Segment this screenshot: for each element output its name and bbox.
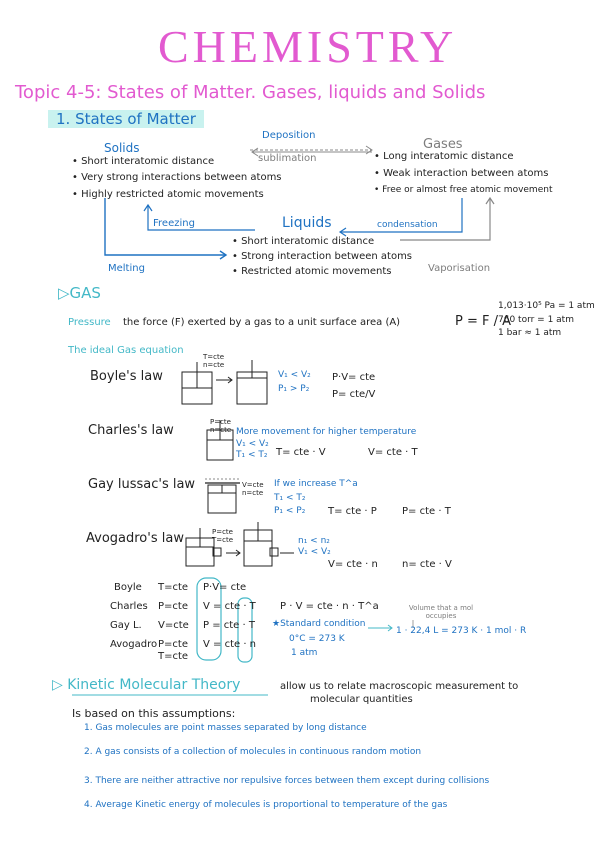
liquids-item-3: • Restricted atomic movements xyxy=(232,266,392,277)
section-heading-label: 1. States of Matter xyxy=(48,110,204,128)
charles-conditions: P=cte n=cte xyxy=(210,418,232,434)
gay-lussac-note-3: P₁ < P₂ xyxy=(274,506,306,516)
charles-formula-2: V= cte · T xyxy=(368,447,418,458)
mol-volume-equation: 1 · 22,4 L = 273 K · 1 mol · R xyxy=(396,626,527,636)
kinetic-description-line-2: molecular quantities xyxy=(310,694,413,705)
pressure-unit-1: 1,013·10⁵ Pa = 1 atm xyxy=(498,301,595,311)
liquids-item-3-text: Restricted atomic movements xyxy=(241,266,392,277)
page-subtitle: Topic 4-5: States of Matter. Gases, liquids and Solids xyxy=(15,82,486,103)
vaporisation-label: Vaporisation xyxy=(428,263,491,274)
charles-note-1: More movement for higher temperature xyxy=(236,427,417,437)
summary-row-2-eq: V = cte · T xyxy=(203,601,256,612)
liquids-item-1-text: Short interatomic distance xyxy=(241,236,375,247)
section-heading-states xyxy=(48,110,204,128)
summary-row-1-law: Boyle xyxy=(114,582,142,593)
ideal-gas-heading: The ideal Gas equation xyxy=(68,345,184,356)
avogadro-conditions: P=cte T=cte xyxy=(212,528,234,544)
triangle-icon: ▷ xyxy=(58,284,70,302)
charles-note-2: V₁ < V₂ xyxy=(236,439,269,449)
gay-lussac-note-2: T₁ < T₂ xyxy=(274,493,306,503)
summary-row-4-law: Avogadro xyxy=(110,639,158,650)
pressure-definition: the force (F) exerted by a gas to a unit surface area (A) xyxy=(123,317,401,328)
boyle-note-2: P₁ > P₂ xyxy=(278,384,310,394)
gases-title: Gases xyxy=(423,137,463,152)
charles-formula-1: T= cte · V xyxy=(276,447,326,458)
kinetic-assumption-2: 2. A gas consists of a collection of molecules in continuous random motion xyxy=(84,747,422,757)
liquids-item-1: • Short interatomic distance xyxy=(232,236,375,247)
gas-heading xyxy=(58,284,101,302)
gay-lussac-formula-2: P= cte · T xyxy=(402,506,451,517)
freezing-label: Freezing xyxy=(153,218,195,229)
summary-row-4-cond: P=cte T=cte xyxy=(158,639,189,662)
kinetic-assumptions-intro: Is based on this assumptions: xyxy=(72,707,236,720)
boyle-note-1: V₁ < V₂ xyxy=(278,370,311,380)
condensation-label: condensation xyxy=(377,220,438,230)
avogadro-law-title: Avogadro's law xyxy=(86,531,184,546)
charles-note-3: T₁ < T₂ xyxy=(236,450,268,460)
gay-lussac-conditions: V=cte n=cte xyxy=(242,481,264,497)
liquids-title: Liquids xyxy=(282,215,332,231)
liquids-item-2: • Strong interaction between atoms xyxy=(232,251,413,262)
summary-row-3-eq: P = cte · T xyxy=(203,620,255,631)
sublimation-label: sublimation xyxy=(258,153,317,164)
solids-item-1: • Short interatomic distance xyxy=(72,156,215,167)
gases-item-1-text: Long interatomic distance xyxy=(383,151,514,162)
mol-volume-note: Volume that a mol occupies xyxy=(408,604,474,620)
avogadro-formula-1: V= cte · n xyxy=(328,559,378,570)
gay-lussac-formula-1: T= cte · P xyxy=(328,506,377,517)
solids-item-3: • Highly restricted atomic movements xyxy=(72,189,264,200)
boyle-law-title: Boyle's law xyxy=(90,369,163,384)
standard-condition-pressure: 1 atm xyxy=(291,648,318,658)
kinetic-heading-text: Kinetic Molecular Theory xyxy=(67,677,241,693)
melting-label: Melting xyxy=(108,263,145,274)
solids-item-2: • Very strong interactions between atoms xyxy=(72,172,282,183)
gases-item-2-text: Weak interaction between atoms xyxy=(383,168,549,179)
solids-title: Solids xyxy=(104,141,140,155)
gay-lussac-law-title: Gay lussac's law xyxy=(88,477,196,492)
triangle-icon: ▷ xyxy=(52,677,63,693)
kinetic-assumption-4: 4. Average Kinetic energy of molecules is proportional to temperature of the gas xyxy=(84,800,448,810)
boyle-formula-1: P·V= cte xyxy=(332,372,376,383)
boyle-conditions: T=cte n=cte xyxy=(203,353,225,369)
gases-item-2: • Weak interaction between atoms xyxy=(374,168,549,179)
kinetic-heading xyxy=(52,677,240,693)
liquids-item-2-text: Strong interaction between atoms xyxy=(241,251,413,262)
summary-row-2-cond: P=cte xyxy=(158,601,188,612)
gay-lussac-note-1: If we increase T^a xyxy=(274,479,358,489)
pressure-unit-2: 760 torr = 1 atm xyxy=(498,315,574,325)
summary-row-1-cond: T=cte xyxy=(158,582,189,593)
kinetic-description-line-1: allow us to relate macroscopic measurement to xyxy=(280,681,519,692)
pressure-formula: P = F / A xyxy=(455,314,512,329)
page-title: CHEMISTRY xyxy=(158,21,458,72)
summary-row-4-eq: V = cte · n xyxy=(203,639,257,650)
combined-gas-equation: P · V = cte · n · T^a xyxy=(280,601,379,612)
avogadro-note-2: V₁ < V₂ xyxy=(298,547,331,557)
standard-condition-temp: 0°C = 273 K xyxy=(289,634,345,644)
avogadro-formula-2: n= cte · V xyxy=(402,559,452,570)
solids-item-2-text: Very strong interactions between atoms xyxy=(81,172,282,183)
summary-row-3-law: Gay L. xyxy=(110,620,142,631)
kinetic-assumption-3: 3. There are neither attractive nor repulsive forces between them except during collisions xyxy=(84,776,490,786)
gases-item-3-text: Free or almost free atomic movement xyxy=(382,185,553,195)
standard-condition-label: ★Standard condition xyxy=(272,619,366,629)
pressure-unit-3: 1 bar ≈ 1 atm xyxy=(498,328,562,338)
deposition-label: Deposition xyxy=(262,130,316,141)
charles-law-title: Charles's law xyxy=(88,423,174,438)
summary-row-2-law: Charles xyxy=(110,601,148,612)
solids-item-1-text: Short interatomic distance xyxy=(81,156,215,167)
gases-item-3: • Free or almost free atomic movement xyxy=(374,185,553,195)
gas-heading-text: GAS xyxy=(69,284,101,302)
summary-row-3-cond: V=cte xyxy=(158,620,189,631)
solids-item-3-text: Highly restricted atomic movements xyxy=(81,189,264,200)
pressure-label: Pressure xyxy=(68,317,111,328)
kinetic-assumption-1: 1. Gas molecules are point masses separated by long distance xyxy=(84,723,367,733)
summary-row-1-eq: P·V= cte xyxy=(203,582,247,593)
boyle-formula-2: P= cte/V xyxy=(332,389,376,400)
avogadro-note-1: n₁ < n₂ xyxy=(298,536,330,546)
gases-item-1: • Long interatomic distance xyxy=(374,151,514,162)
